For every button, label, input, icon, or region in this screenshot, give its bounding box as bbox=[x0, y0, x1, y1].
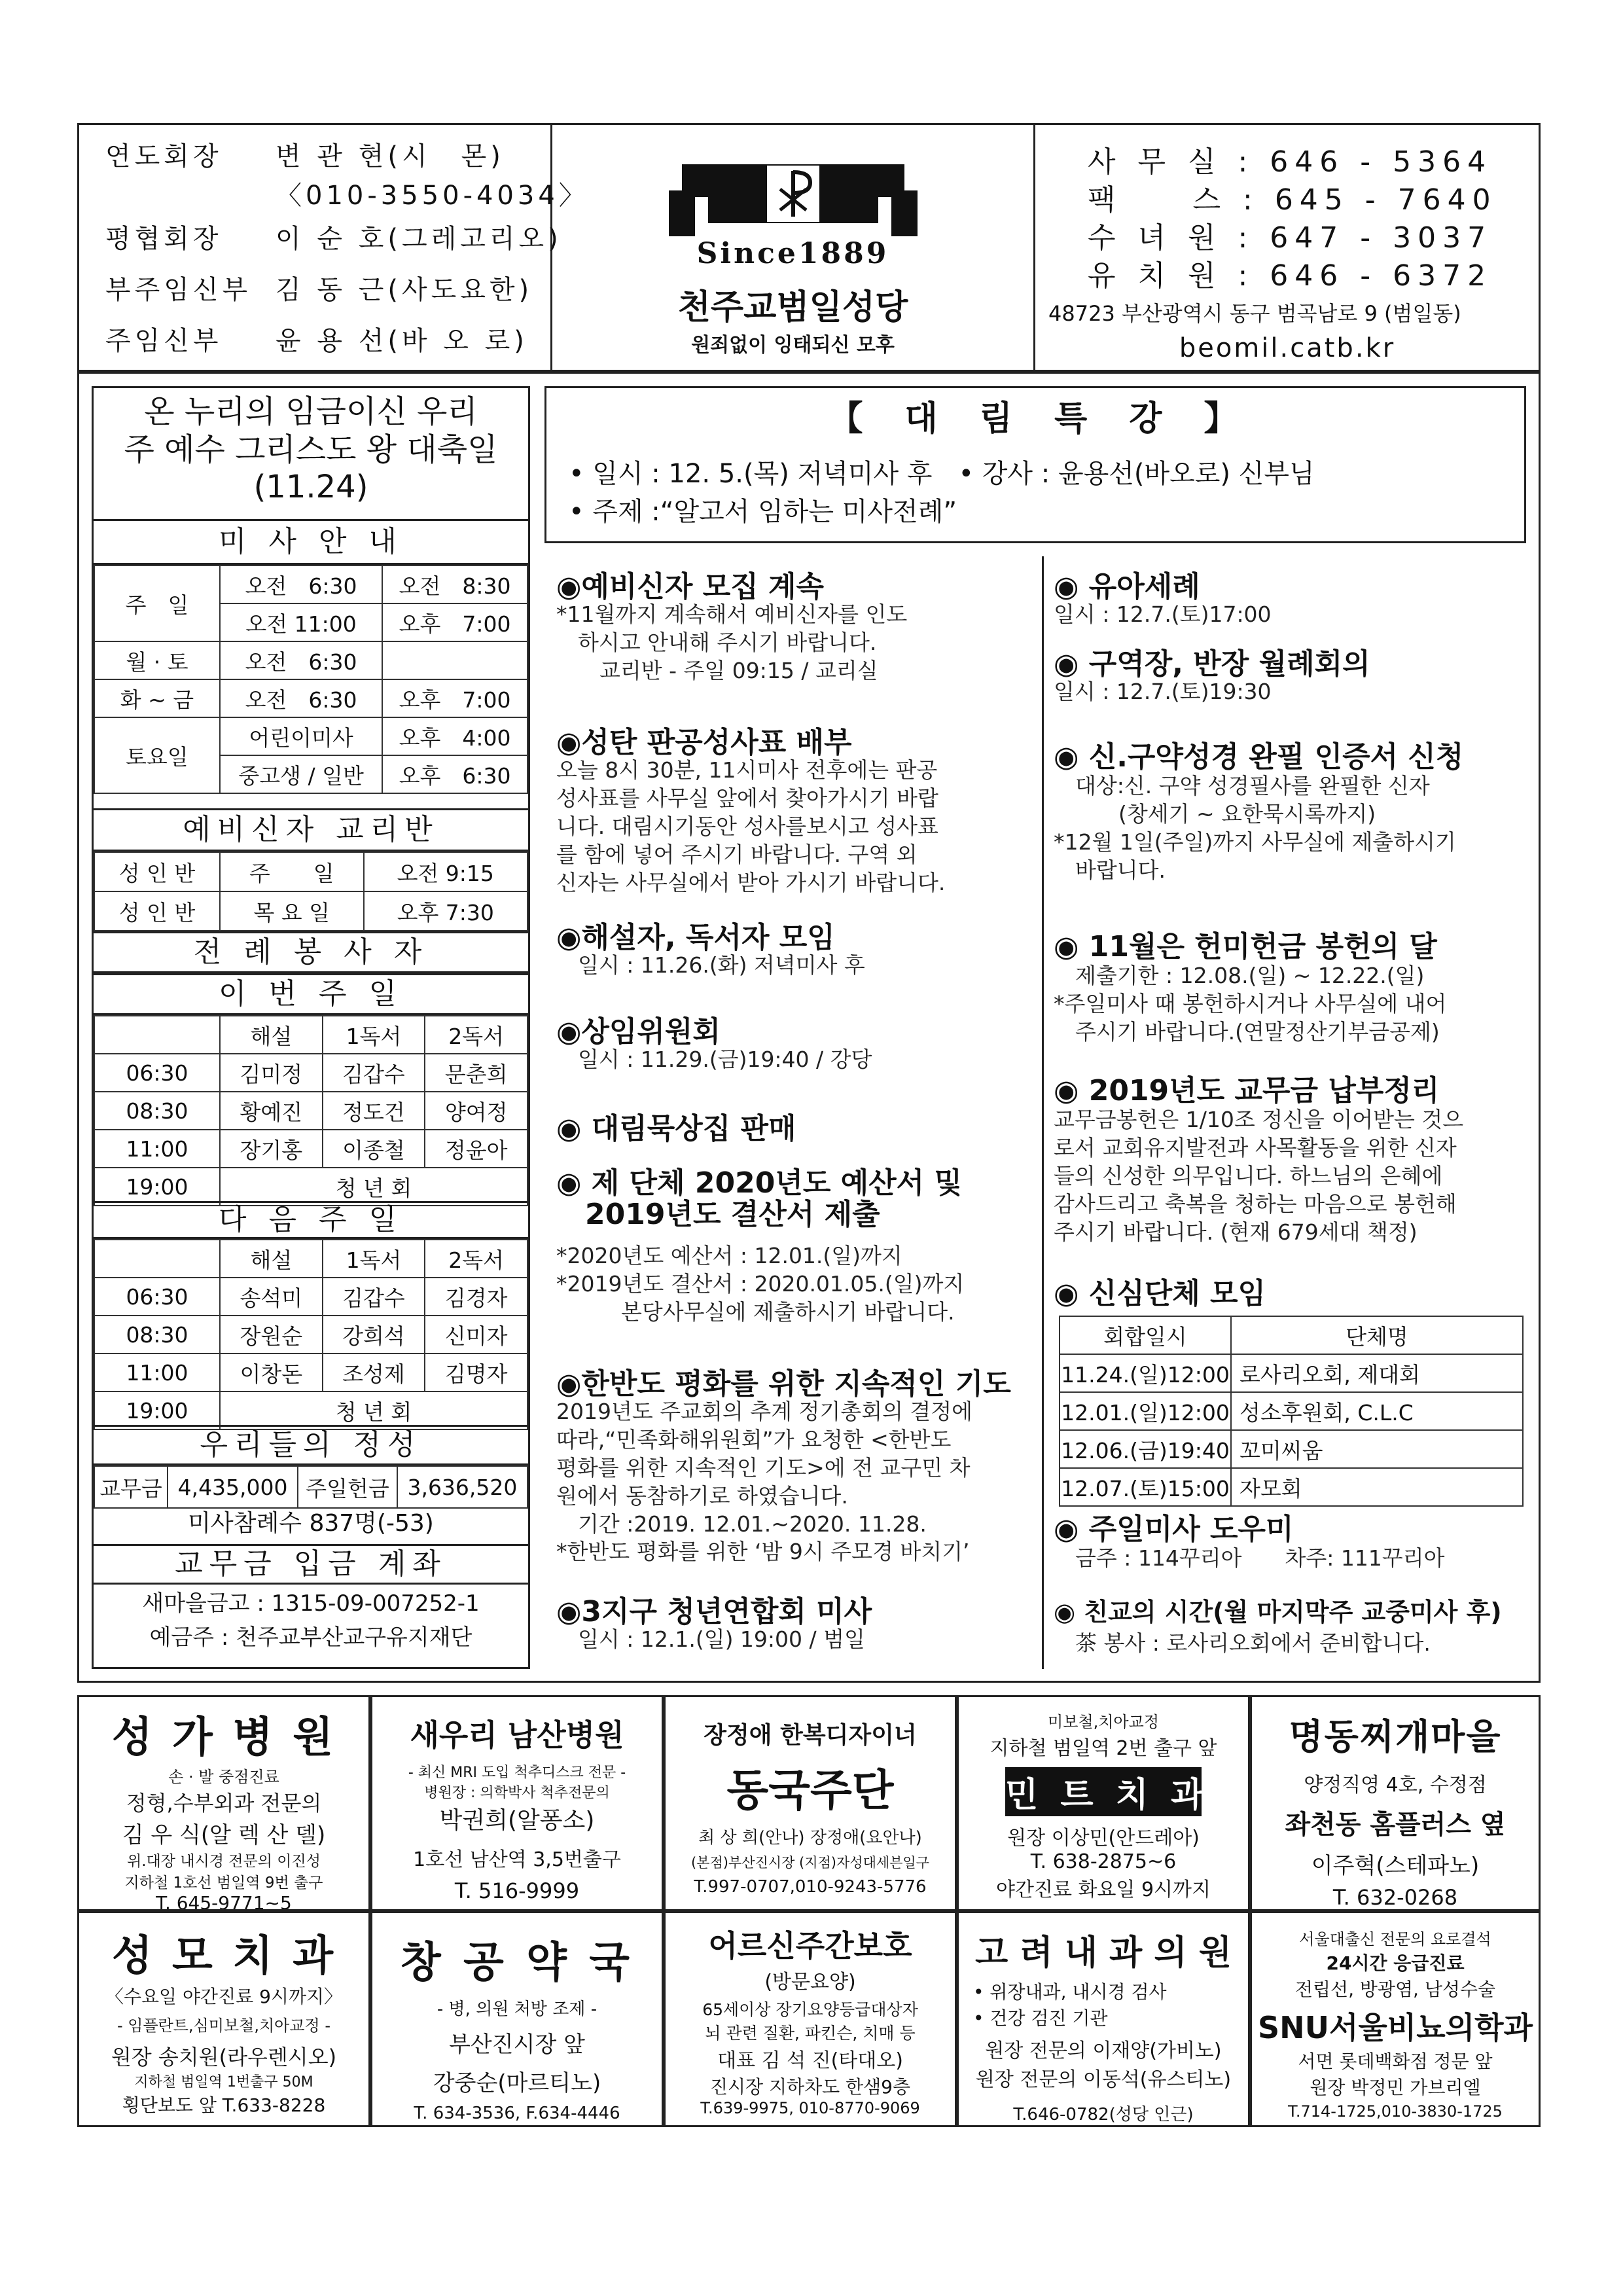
church-motto: 원죄없이 잉태되신 모후 bbox=[691, 334, 895, 357]
notice-title: ◉ 구역장, 반장 월례회의 bbox=[1054, 647, 1370, 681]
table-row: 19:00 청 년 회 bbox=[94, 1391, 527, 1429]
notice-title: ◉ 신심단체 모임 bbox=[1054, 1277, 1266, 1310]
notice-body: 제출기한 : 12.08.(일) ~ 12.22.(일) *주일미사 때 봉헌하시거나 사무실에 내어 주시기 바랍니다.(연말정산기부금공제) bbox=[1054, 963, 1447, 1045]
ad-goryeo-clinic: 고 려 내 과 의 원 • 위장내과, 내시경 검사 • 건강 검진 기관 원장 전문의 이재양(가비노) 원장 전문의 이동석(유스티노) T.646-0782(성당 인근) bbox=[957, 1911, 1250, 2127]
next-week-title: 다 음 주 일 bbox=[94, 1201, 528, 1239]
account-holder: 예금주 : 천주교부산교구유지재단 bbox=[149, 1624, 473, 1651]
table-row: 11.24.(일)12:00 로사리오회, 제대회 bbox=[1060, 1354, 1523, 1392]
staff-row: 주임신부 윤 용 선(바 오 로) bbox=[105, 326, 528, 356]
mass-schedule-title: 미 사 안 내 bbox=[94, 519, 528, 565]
ad-changgong-pharmacy: 창 공 약 국 - 병, 의원 처방 조제 - 부산진시장 앞 강중순(마르티노) T. 634-3536, F.634-4446 bbox=[370, 1911, 664, 2127]
ad-sungmo-dental: 성 모 치 과 〈수요일 야간진료 9시까지〉 - 임플란트,심미보철,치아교정 - 원장 송치원(라우렌시오) 지하철 범일역 1번출구 50M 횡단보도 앞 T.633-8228 bbox=[77, 1911, 370, 2127]
table-row: 회합일시 단체명 bbox=[1060, 1316, 1523, 1354]
ad-dongguk-judan: 장정애 한복디자이너 동국주단 최 상 희(안나) 장정애(요안나) (본점)부산진시장 (지점)자성대세븐일구 T.997-0707,010-9243-5776 bbox=[664, 1695, 957, 1911]
notice-title: ◉3지구 청년연합회 미사 bbox=[556, 1595, 872, 1628]
table-row: 06:30 송석미 김갑수 김경자 bbox=[94, 1278, 527, 1316]
advent-line2: • 주제 :“알고서 임하는 미사전례” bbox=[569, 497, 957, 527]
chi-rho-emblem-icon bbox=[656, 151, 931, 249]
notice-title: ◉ 2019년도 교무금 납부정리 bbox=[1054, 1074, 1440, 1107]
table-row: 오전 11:00 오후 7:00 bbox=[94, 603, 527, 641]
table-row: 성 인 반 주 일 오전 9:15 bbox=[94, 852, 527, 891]
notices-left bbox=[556, 556, 1034, 1669]
account-bank: 새마을금고 : 1315-09-007252-1 bbox=[142, 1590, 480, 1617]
ad-myeongdong-jjigae: 명동찌개마을 양정직영 4호, 수정점 좌천동 홈플러스 옆 이주혁(스테파노) T. 632-0268 bbox=[1250, 1695, 1541, 1911]
table-row: 08:30 장원순 강희석 신미자 bbox=[94, 1316, 527, 1354]
table-row: 12.07.(토)15:00 자모회 bbox=[1060, 1468, 1523, 1506]
notice-body: 茶 봉사 : 로사리오회에서 준비합니다. bbox=[1054, 1630, 1431, 1656]
table-row: 해설 1독서 2독서 bbox=[94, 1240, 527, 1278]
notice-title: ◉한반도 평화를 위한 지속적인 기도 bbox=[556, 1367, 1011, 1401]
table-row: 성 인 반 목 요 일 오후 7:30 bbox=[94, 891, 527, 931]
notice-body: 일시 : 12.7.(토)19:30 bbox=[1054, 679, 1272, 704]
notice-title: ◉예비신자 모집 계속 bbox=[556, 570, 825, 603]
since-label: Since1889 bbox=[696, 237, 889, 270]
catechumen-title: 예비신자 교리반 bbox=[94, 808, 528, 852]
table-row: 월 · 토 오전 6:30 bbox=[94, 641, 527, 679]
table-row: 06:30 김미정 김갑수 문춘희 bbox=[94, 1054, 527, 1092]
notice-title: ◉ 신.구약성경 완필 인증서 신청 bbox=[1054, 740, 1464, 774]
feast-title: 온 누리의 임금이신 우리 주 예수 그리스도 왕 대축일 (11.24) bbox=[124, 393, 498, 506]
ad-saeuri-hospital: 새우리 남산병원 - 최신 MRI 도입 척추디스크 전문 - 병원장 : 의학박사 척추전문의 박권희(알퐁소) 1호선 남산역 3,5번출구 T. 516-9999 bbox=[370, 1695, 664, 1911]
account-title: 교무금 입금 계좌 bbox=[94, 1544, 528, 1585]
phone-row: 사 무 실 : 646 - 5364 bbox=[1088, 145, 1493, 179]
ad-snu-urology: 서울대출신 전문의 요로결석 24시간 응급진료 전립선, 방광염, 남성수술 SNU서울비뇨의학과 서면 롯데백화점 정문 앞 원장 박정민 가브리엘 T.714-1725,010-3830-1725 bbox=[1250, 1911, 1541, 2127]
notice-body: 일시 : 12.1.(일) 19:00 / 범일 bbox=[556, 1626, 865, 1652]
contact-block bbox=[1035, 125, 1539, 370]
notice-title: ◉ 유아세례 bbox=[1054, 570, 1200, 603]
table-row: 화 ~ 금 오전 6:30 오후 7:00 bbox=[94, 679, 527, 717]
notice-body: 교무금봉헌은 1/10조 정신을 이어받는 것으 로서 교회유지발전과 사목활동을 위한 신자 들의 신성한 의무입니다. 하느님의 은혜에 감사드리고 축복을 청하는 마음으로 봉헌해 주시기 바랍니다. (현재 679세대 책정) bbox=[1054, 1107, 1464, 1245]
servers-title: 전 례 봉 사 자 bbox=[94, 931, 528, 973]
table-row: 08:30 황예진 정도건 양여정 bbox=[94, 1092, 527, 1130]
notice-body: 2019년도 주교회의 추계 정기총회의 결정에 따라,“민족화해위원회”가 요청한 <한반도 평화를 위한 지속적인 기도>에 전 교구민 차 원에서 동참하기로 하였습니다. 기간 :2019. 12.01.~2020. 11.28. *한반도 평화를 위한 ‘밤 9시 주모경 바치기’ bbox=[556, 1399, 972, 1565]
table-row: 12.01.(일)12:00 성소후원회, C.L.C bbox=[1060, 1392, 1523, 1430]
table-row: 19:00 청 년 회 bbox=[94, 1168, 527, 1206]
offering-title: 우리들의 정성 bbox=[94, 1425, 528, 1465]
header-frame bbox=[77, 123, 1541, 372]
advent-title: 【 대 림 특 강 】 bbox=[829, 399, 1242, 439]
advent-line1: • 일시 : 12. 5.(목) 저녁미사 후 • 강사 : 윤용선(바오로) 신부님 bbox=[569, 459, 1315, 489]
table-row: 11:00 이창돈 조성제 김명자 bbox=[94, 1354, 527, 1391]
table-row: 12.06.(금)19:40 꼬미씨움 bbox=[1060, 1430, 1523, 1468]
this-week-title: 이 번 주 일 bbox=[94, 973, 528, 1015]
phone-row: 수 녀 원 : 647 - 3037 bbox=[1088, 221, 1493, 255]
catechumen-table bbox=[94, 852, 528, 931]
staff-row: 평협회장 이 순 호(그레고리오) bbox=[105, 224, 562, 254]
notice-body: 금주 : 114꾸리아 차주: 111꾸리아 bbox=[1054, 1545, 1445, 1571]
table-row: 토요일 어린이미사 오후 4:00 bbox=[94, 717, 527, 755]
table-row: 해설 1독서 2독서 bbox=[94, 1016, 527, 1054]
notice-title: ◉ 제 단체 2020년도 예산서 및 2019년도 결산서 제출 bbox=[556, 1166, 962, 1232]
left-column bbox=[92, 386, 530, 1669]
table-row: 교무금 4,435,000 주일헌금 3,636,520 bbox=[94, 1466, 527, 1508]
next-week-servers-table bbox=[94, 1239, 528, 1430]
ad-mint-dental: 미보철,치아교정 지하철 범일역 2번 출구 앞 민 트 치 과 원장 이상민(안드레아) T. 638-2875~6 야간진료 화요일 9시까지 bbox=[957, 1695, 1250, 1911]
staff-row: 연도회장 변 관 현(시 몬) bbox=[105, 141, 505, 171]
website-link[interactable]: beomil.catb.kr bbox=[1179, 333, 1396, 363]
staff-list bbox=[79, 125, 589, 370]
table-row: 주 일 오전 6:30 오전 8:30 bbox=[94, 565, 527, 603]
notice-title: ◉ 친교의 시간(월 마지막주 교중미사 후) bbox=[1054, 1598, 1502, 1626]
advent-lecture-box bbox=[544, 386, 1526, 543]
this-week-servers-table bbox=[94, 1015, 528, 1206]
ad-elder-daycare: 어르신주간보호 (방문요양) 65세이상 장기요양등급대상자 뇌 관련 질환, 파킨슨, 치매 등 대표 김 석 진(타대오) 진시장 지하차도 한샘9층 T.639-9975, 010-8770-9069 bbox=[664, 1911, 957, 2127]
mint-dental-logo: 민 트 치 과 bbox=[1005, 1776, 1209, 1815]
notice-title: ◉해설자, 독서자 모임 bbox=[556, 921, 835, 954]
notice-body: 일시 : 11.29.(금)19:40 / 강당 bbox=[556, 1047, 872, 1072]
notice-title: ◉ 대림묵상집 판매 bbox=[556, 1112, 796, 1145]
notice-title: ◉성탄 판공성사표 배부 bbox=[556, 726, 852, 759]
phone-row: 유 치 원 : 646 - 6372 bbox=[1088, 259, 1493, 293]
notice-body: 일시 : 11.26.(화) 저녁미사 후 bbox=[556, 952, 865, 978]
notice-body: *2020년도 예산서 : 12.01.(일)까지 *2019년도 결산서 : 2020.01.05.(일)까지 본당사무실에 제출하시기 바랍니다. bbox=[556, 1243, 965, 1325]
notice-body: 대상:신. 구약 성경필사를 완필한 신자 (창세기 ~ 요한묵시록까지) *12월 1일(주일)까지 사무실에 제출하시기 바랍니다. bbox=[1054, 773, 1456, 883]
groups-table bbox=[1059, 1316, 1524, 1507]
phone-row: 팩 스 : 645 - 7640 bbox=[1088, 183, 1497, 217]
church-logo bbox=[552, 125, 1033, 370]
notice-body: *11월까지 계속해서 예비신자를 인도 하시고 안내해 주시기 바랍니다. 교리반 - 주일 09:15 / 교리실 bbox=[556, 601, 908, 683]
ad-sungga-hospital: 성 가 병 원 손 · 발 중점진료 정형,수부외과 전문의 김 우 식(알 렉 산 델) 위.대장 내시경 전문의 이진성 지하철 1호선 범일역 9번 출구 T. 645-9771~5 bbox=[77, 1695, 370, 1911]
church-name: 천주교범일성당 bbox=[677, 288, 908, 327]
staff-row: 부주임신부 김 동 근(사도요한) bbox=[105, 275, 533, 305]
mass-schedule-table bbox=[94, 565, 528, 794]
notices-right bbox=[1054, 556, 1531, 1669]
attendance: 미사참례수 837명(-53) bbox=[188, 1510, 434, 1537]
notice-title: ◉상임위원회 bbox=[556, 1015, 721, 1049]
offering-table bbox=[94, 1465, 528, 1509]
table-row: 중고생 / 일반 오후 6:30 bbox=[94, 755, 527, 793]
staff-row: 〈010-3550-4034〉 bbox=[276, 181, 589, 211]
notice-title: ◉ 11월은 헌미헌금 봉헌의 달 bbox=[1054, 930, 1437, 963]
notice-body: 오늘 8시 30분, 11시미사 전후에는 판공 성사표를 사무실 앞에서 찾아가시기 바랍 니다. 대림시기동안 성사를보시고 성사표 를 함에 넣어 주시기 바랍니다. 구역 외 신자는 사무실에서 받아 가시기 바랍니다. bbox=[556, 757, 946, 895]
address: 48723 부산광역시 동구 범곡남로 9 (범일동) bbox=[1048, 301, 1461, 326]
notice-body: 일시 : 12.7.(토)17:00 bbox=[1054, 601, 1272, 627]
notice-divider bbox=[1042, 556, 1044, 1669]
table-row: 11:00 장기홍 이종철 정윤아 bbox=[94, 1130, 527, 1168]
notice-title: ◉ 주일미사 도우미 bbox=[1054, 1513, 1294, 1546]
